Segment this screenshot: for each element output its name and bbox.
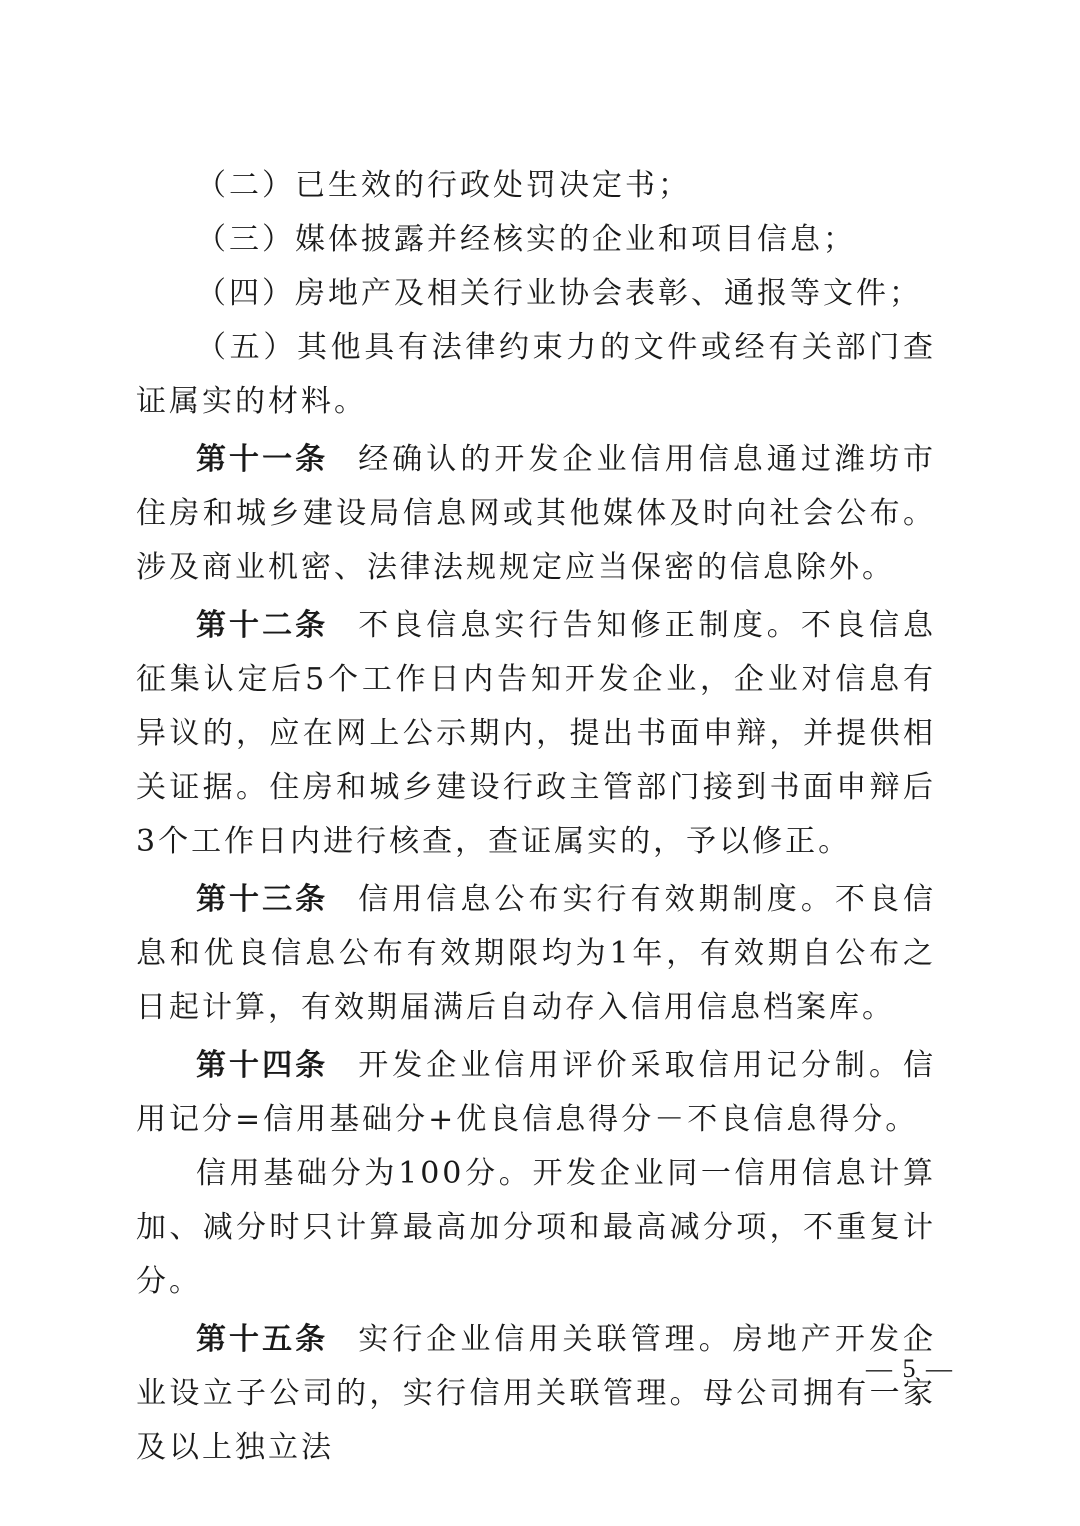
article-14-continued bbox=[136, 1147, 936, 1309]
document-body bbox=[136, 159, 936, 1475]
paragraph-item-5 bbox=[136, 321, 936, 429]
article-13 bbox=[136, 873, 936, 1035]
article-text: 开发企业信用评价采取信用记分制。信用记分=信用基础分+优良信息得分－不良信息得分。 bbox=[136, 1048, 937, 1137]
article-text: 信用信息公布实行有效期制度。不良信息和优良信息公布有效期限均为1年，有效期自公布之日起计算，有效期届满后自动存入信用信息档案库。 bbox=[136, 882, 937, 1025]
paragraph-text: （四）房地产及相关行业协会表彰、通报等文件； bbox=[196, 276, 922, 311]
article-text: 经确认的开发企业信用信息通过潍坊市住房和城乡建设局信息网或其他媒体及时向社会公布。涉及商业机密、法律法规规定应当保密的信息除外。 bbox=[136, 442, 937, 585]
page-number: — 5 — bbox=[866, 1354, 954, 1383]
article-heading: 第十一条 bbox=[196, 442, 329, 477]
article-14 bbox=[136, 1039, 936, 1147]
article-heading: 第十三条 bbox=[196, 882, 329, 917]
article-15 bbox=[136, 1313, 936, 1475]
paragraph-item-2 bbox=[136, 159, 936, 213]
paragraph-text: （三）媒体披露并经核实的企业和项目信息； bbox=[196, 222, 856, 257]
article-heading: 第十二条 bbox=[196, 608, 329, 643]
article-heading: 第十五条 bbox=[196, 1322, 329, 1357]
article-text: 不良信息实行告知修正制度。不良信息征集认定后5个工作日内告知开发企业，企业对信息有异议的，应在网上公示期内，提出书面申辩，并提供相关证据。住房和城乡建设行政主管部门接到书面申辩后3个工作日内进行核查，查证属实的，予以修正。 bbox=[136, 608, 937, 859]
paragraph-text: 信用基础分为100分。开发企业同一信用信息计算加、减分时只计算最高加分项和最高减分项，不重复计分。 bbox=[136, 1156, 936, 1299]
article-heading: 第十四条 bbox=[196, 1048, 329, 1083]
article-text: 实行企业信用关联管理。房地产开发企业设立子公司的，实行信用关联管理。母公司拥有一家及以上独立法 bbox=[136, 1322, 937, 1465]
article-11 bbox=[136, 433, 936, 595]
article-12 bbox=[136, 599, 936, 869]
paragraph-item-3 bbox=[136, 213, 936, 267]
paragraph-item-4 bbox=[136, 267, 936, 321]
paragraph-text: （二）已生效的行政处罚决定书； bbox=[196, 168, 691, 203]
paragraph-text: （五）其他具有法律约束力的文件或经有关部门查证属实的材料。 bbox=[136, 330, 936, 419]
